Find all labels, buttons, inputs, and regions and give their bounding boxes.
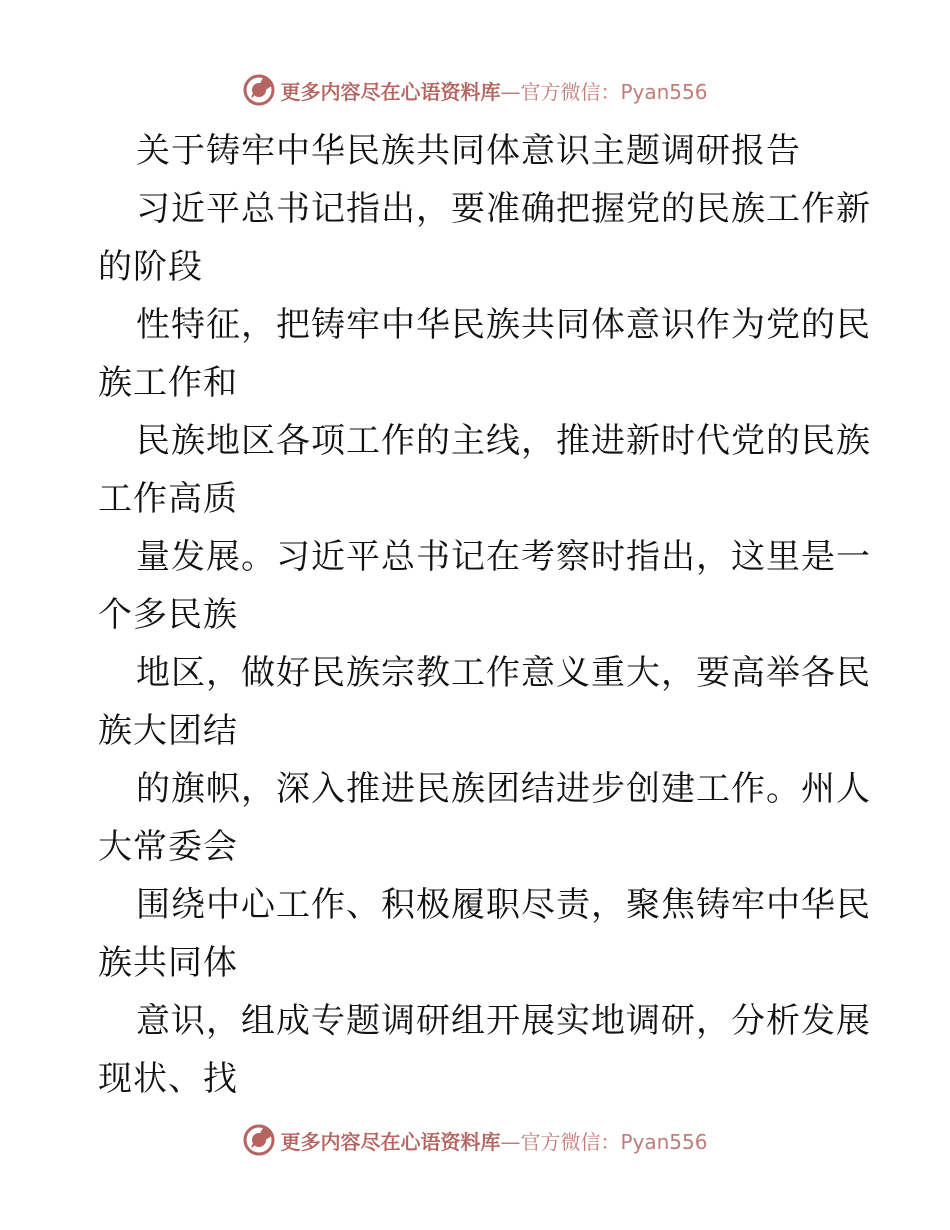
watermark-brand: 更多内容尽在心语资料库 (280, 1129, 501, 1154)
watermark-wechat: 官方微信：Pyan556 (520, 1129, 708, 1154)
paragraph-line: 民族地区各项工作的主线，推进新时代党的民族 (136, 421, 871, 461)
paragraph-line: 地区，做好民族宗教工作意义重大，要高举各民 (136, 653, 871, 693)
watermark-wechat: 官方微信：Pyan556 (520, 79, 708, 104)
document-body (98, 122, 871, 1108)
watermark-text (280, 76, 707, 105)
paragraph-line: 量发展。习近平总书记在考察时指出，这里是一 (136, 537, 871, 577)
paragraph-line: 大常委会 (98, 827, 238, 867)
paragraph-line: 性特征，把铸牢中华民族共同体意识作为党的民 (136, 305, 871, 345)
paragraph-line: 现状、找 (98, 1059, 238, 1099)
quill-seal-icon (242, 73, 276, 107)
paragraph-line: 族工作和 (98, 363, 238, 403)
paragraph-line: 工作高质 (98, 479, 238, 519)
watermark-separator: — (500, 1129, 521, 1154)
document-title: 关于铸牢中华民族共同体意识主题调研报告 (136, 131, 801, 171)
paragraph-line: 的阶段 (98, 247, 203, 287)
header-watermark (0, 70, 950, 110)
paragraph-line: 族大团结 (98, 711, 238, 751)
watermark-text (280, 1126, 707, 1155)
paragraph-line: 意识，组成专题调研组开展实地调研，分析发展 (136, 1001, 871, 1041)
paragraph-line: 的旗帜，深入推进民族团结进步创建工作。州人 (136, 769, 871, 809)
footer-watermark (0, 1120, 950, 1160)
quill-seal-icon (242, 1123, 276, 1157)
paragraph-line: 习近平总书记指出，要准确把握党的民族工作新 (136, 189, 871, 229)
watermark-separator: — (500, 79, 521, 104)
paragraph-line: 个多民族 (98, 595, 238, 635)
paragraph-line: 族共同体 (98, 943, 238, 983)
watermark-brand: 更多内容尽在心语资料库 (280, 79, 501, 104)
paragraph-line: 围绕中心工作、积极履职尽责，聚焦铸牢中华民 (136, 885, 871, 925)
